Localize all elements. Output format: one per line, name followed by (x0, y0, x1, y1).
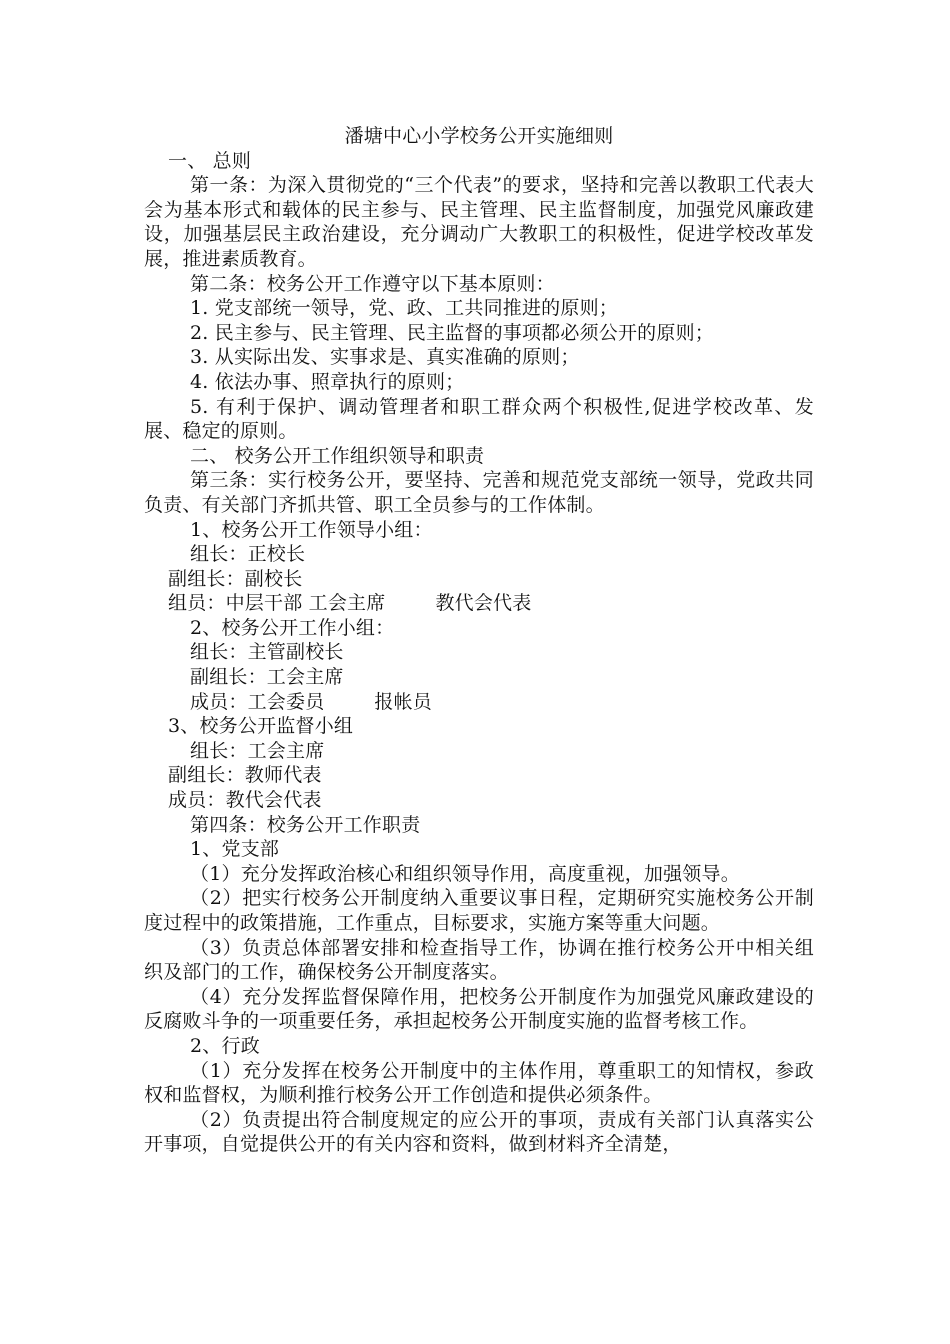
group3-members: 成员：教代会代表 (168, 789, 322, 812)
group2-deputy: 副组长：工会主席 (190, 666, 344, 689)
group1-title: 1、校务公开工作领导小组： (190, 518, 433, 541)
section-heading-general: 一、 总则 (168, 149, 252, 172)
group2-members-a: 成员：工会委员 (190, 690, 325, 713)
group3-leader: 组长：工会主席 (190, 739, 325, 762)
section-heading-organization: 二、 校务公开工作组织领导和职责 (190, 444, 485, 467)
group2-members (144, 690, 814, 715)
group3-title: 3、校务公开监督小组 (168, 715, 354, 738)
article-2: 第二条：校务公开工作遵守以下基本原则： (190, 272, 555, 295)
group3-deputy: 副组长：教师代表 (168, 764, 322, 787)
group2-leader: 组长：主管副校长 (190, 641, 344, 664)
article-4: 第四条：校务公开工作职责 (190, 813, 421, 836)
group2-title: 2、校务公开工作小组： (190, 616, 395, 639)
party-heading: 1、党支部 (190, 838, 280, 861)
principle-item: 5. 有利于保护、调动管理者和职工群众两个积极性,促进学校改革、发展、稳定的原则。 (144, 395, 814, 443)
article-1: 第一条：为深入贯彻党的“三个代表”的要求，坚持和完善以教职工代表大会为基本形式和载体的民主参与、民主管理、民主监督制度，加强党风廉政建设，加强基层民主政治建设，充分调动广大教职工的积极性，促进学校改革发展，推进素质教育。 (144, 174, 814, 270)
admin-item: （2）负责提出符合制度规定的应公开的事项，责成有关部门认真落实公开事项，自觉提供公开的有关内容和资料，做到材料齐全清楚， (144, 1108, 814, 1156)
party-item: （4）充分发挥监督保障作用，把校务公开制度作为加强党风廉政建设的反腐败斗争的一项重要任务，承担起校务公开制度实施的监督考核工作。 (144, 985, 814, 1033)
group2-members-b: 报帐员 (374, 690, 433, 713)
party-item: （3）负责总体部署安排和检查指导工作，协调在推行校务公开中相关组织及部门的工作，确保校务公开制度落实。 (144, 936, 814, 984)
article-3: 第三条：实行校务公开，要坚持、完善和规范党支部统一领导，党政共同负责、有关部门齐抓共管、职工全员参与的工作体制。 (144, 469, 814, 516)
principle-item: 2. 民主参与、民主管理、民主监督的事项都必须公开的原则； (190, 321, 714, 344)
party-item: （2）把实行校务公开制度纳入重要议事日程，定期研究实施校务公开制度过程中的政策措施，工作重点，目标要求，实施方案等重大问题。 (144, 887, 814, 934)
group1-members-b: 教代会代表 (435, 592, 532, 615)
principle-item: 1. 党支部统一领导，党、政、工共同推进的原则； (190, 297, 618, 320)
principle-item: 4. 依法办事、照章执行的原则； (190, 370, 465, 393)
group1-members (144, 591, 814, 616)
admin-item: （1）充分发挥在校务公开制度中的主体作用，尊重职工的知情权，参政权和监督权，为顺利推行校务公开工作创造和提供必须条件。 (144, 1059, 814, 1107)
group1-deputy: 副组长：副校长 (168, 567, 303, 590)
admin-heading: 2、行政 (190, 1034, 260, 1057)
group1-members-a: 组员：中层干部 工会主席 (168, 592, 386, 615)
document-title: 潘塘中心小学校务公开实施细则 (344, 125, 614, 147)
document-body (144, 124, 814, 1157)
party-item: （1）充分发挥政治核心和组织领导作用，高度重视，加强领导。 (190, 862, 740, 885)
group1-leader: 组长：正校长 (190, 543, 306, 566)
principle-item: 3. 从实际出发、实事求是、真实准确的原则； (190, 346, 580, 369)
